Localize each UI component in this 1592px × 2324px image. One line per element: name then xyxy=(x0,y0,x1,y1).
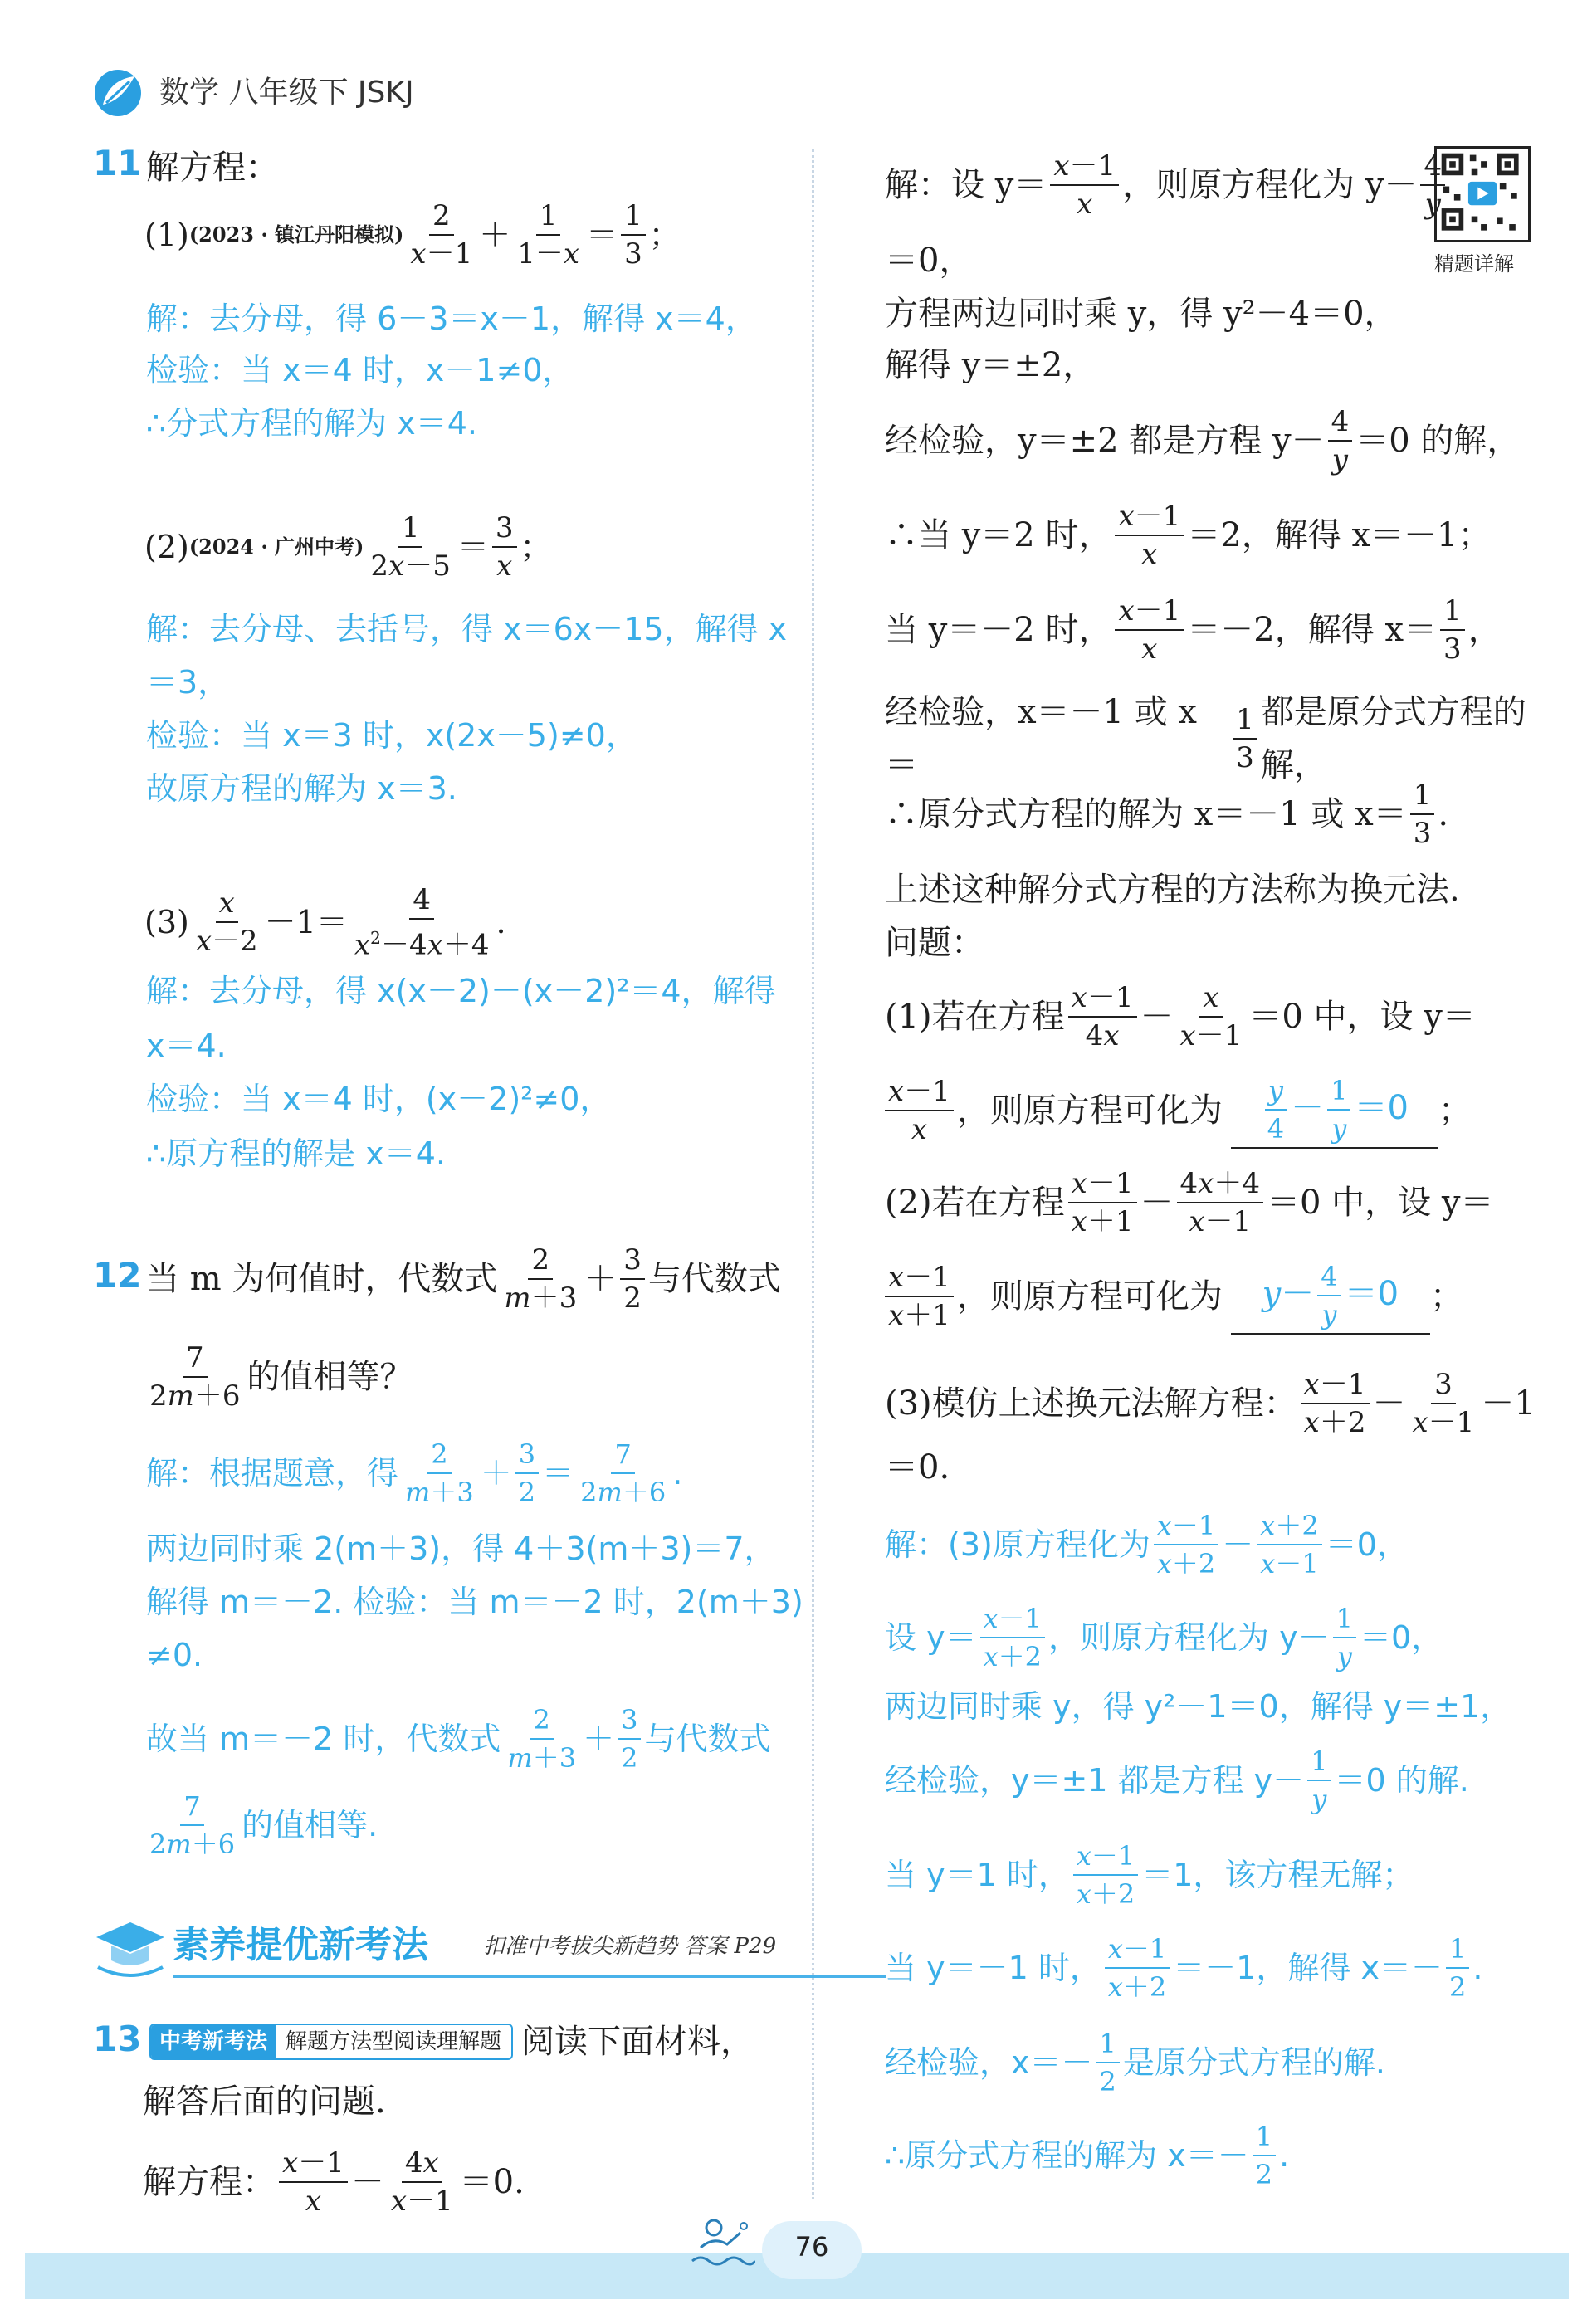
q13-q3-line2: ＝0. xyxy=(885,1448,950,1487)
q13-q2c: ，则原方程可化为 xyxy=(956,1277,1223,1316)
q13-r5: 经检验，y＝±2 都是方程 y－ $\frac{4}{y}$ ＝0 的解， xyxy=(885,405,1521,476)
q13-r1a: 解：设 y＝ xyxy=(885,166,1047,204)
q13-eq-label: 解方程： xyxy=(143,2163,276,2201)
q12-stem-c: 的值相等？ xyxy=(247,1358,413,1396)
q13-r8b: 都是原分式方程的解， xyxy=(1260,693,1526,784)
q13-r8a: 经检验，x＝－1 或 x＝ xyxy=(885,693,1197,784)
page-number: 76 xyxy=(794,2231,829,2263)
q13-r5b: ＝0 的解， xyxy=(1355,422,1521,460)
q13-ans3: 两边同时乘 y，得 y²－1＝0，解得 y＝±1， xyxy=(885,1688,1512,1725)
q12-solution-line1: 解：根据题意，得 $\frac{2}{m+3}$ ＋ $\frac{3}{2}$ ＝ $\frac{7}{2m+6}$ . xyxy=(146,1436,682,1511)
q13-q2-answer-blank: y－ $\frac{4}{y}$ ＝0 xyxy=(1231,1258,1430,1335)
q13-r9: ∴原分式方程的解为 x＝－1 或 x＝ $\frac{1}{3}$ . xyxy=(885,779,1449,850)
q12-stem-b: 与代数式 xyxy=(647,1260,781,1298)
q13-tag-type: 解题方法型阅读理解题 xyxy=(276,2025,511,2058)
q13-r7b: ＝－2，解得 x＝ xyxy=(1187,611,1438,649)
q13-r8: 经检验，x＝－1 或 x＝ $\frac{1}{3}$ 都是原分式方程的解， xyxy=(885,686,1592,792)
q13-r6b: ＝2，解得 x＝－1； xyxy=(1187,516,1492,554)
q13-q2-line1: (2)若在方程 $\frac{x-1}{x+1}$ － $\frac{4x+4}{x-1}$ ＝0 中，设 y＝ xyxy=(885,1167,1494,1238)
q13-r6a: ∴当 y＝2 时， xyxy=(885,516,1112,554)
q13-q1b: ＝0 中，设 y＝ xyxy=(1248,998,1476,1036)
q13-r10: 上述这种解分式方程的方法称为换元法. xyxy=(885,871,1460,909)
q11-part3-step3: 检验：当 x＝4 时，(x－2)²≠0， xyxy=(146,1081,612,1117)
question-12-number: 12 xyxy=(93,1255,142,1296)
q12-step1: 解：根据题意，得 xyxy=(146,1455,399,1492)
q13-ans4a: 经检验，y＝±1 都是方程 y－ xyxy=(885,1762,1305,1799)
q13-ans5: 当 y＝1 时， $\frac{x-1}{x+2}$ ＝1，该方程无解； xyxy=(885,1838,1414,1912)
q13-r6: ∴当 y＝2 时， $\frac{x-1}{x}$ ＝2，解得 x＝－1； xyxy=(885,500,1492,571)
q11-part2-step1: 解：去分母、去括号，得 x＝6x－15，解得 x xyxy=(146,611,788,647)
q11-part3-step2: x＝4. xyxy=(146,1028,227,1064)
q13-ans1b: ＝0， xyxy=(1325,1526,1409,1563)
q11-part2-step2: ＝3， xyxy=(146,664,230,701)
q13-q2-line2: $\frac{x-1}{x+1}$ ，则原方程可化为 y－ $\frac{4}{y}$ ＝0 ； xyxy=(881,1258,1463,1335)
leaf-logo-icon xyxy=(93,68,143,118)
q13-r1: 解：设 y＝ $\frac{x-1}{x}$ ，则原方程化为 y－ $\frac{4}{y}$ xyxy=(885,148,1448,222)
q13-ans6: 当 y＝－1 时， $\frac{x-1}{x+2}$ ＝－1，解得 x＝－ $\frac{1}{2}$ . xyxy=(885,1931,1482,2005)
q13-q2b: ＝0 中，设 y＝ xyxy=(1266,1184,1494,1222)
q13-ans7: 经检验，x＝－ $\frac{1}{2}$ 是原分式方程的解. xyxy=(885,2025,1385,2100)
q11-part3-step1: 解：去分母，得 x(x－2)－(x－2)²＝4，解得 xyxy=(146,973,776,1009)
q13-ans2b: ，则原方程化为 y－ xyxy=(1048,1619,1330,1656)
q13-q1-line1: (1)若在方程 $\frac{x-1}{4x}$ － $\frac{x}{x-1}$ ＝0 中，设 y＝ xyxy=(885,981,1476,1052)
q13-q3a: (3)模仿上述换元法解方程： xyxy=(885,1384,1297,1423)
q13-q1c: ，则原方程可化为 xyxy=(956,1091,1223,1130)
q13-q1a: (1)若在方程 xyxy=(885,998,1065,1036)
q12-step5b: 与代数式 xyxy=(644,1721,771,1757)
q13-ans5a: 当 y＝1 时， xyxy=(885,1857,1070,1893)
q13-ans1: 解：(3)原方程化为 $\frac{x-1}{x+2}$ － $\frac{x+2}{x-1}$ ＝0， xyxy=(885,1507,1409,1582)
q12-solution-line6: $\frac{7}{2m+6}$ 的值相等. xyxy=(143,1788,378,1863)
q13-stem-line1 xyxy=(149,2015,754,2068)
question-11-stem: 解方程： xyxy=(146,149,279,187)
q12-stem-line1: 当 m 为何值时，代数式 $\frac{2}{m+3}$ ＋ $\frac{3}{2}$ 与代数式 xyxy=(146,1243,781,1315)
q12-solution-line5: 故当 m＝－2 时，代数式 $\frac{2}{m+3}$ ＋ $\frac{3}{2}$ 与代数式 xyxy=(146,1702,770,1776)
q11-part2-source: (2024 · 广州中考) xyxy=(188,535,364,559)
q13-ans2: 设 y＝ $\frac{x-1}{x+2}$ ，则原方程化为 y－ $\frac{1}{y}$ ＝0， xyxy=(885,1600,1443,1675)
qr-code-icon[interactable] xyxy=(1434,146,1531,242)
q12-step6: 的值相等. xyxy=(242,1807,378,1843)
question-11-number: 11 xyxy=(93,143,142,183)
q11-part2-step4: 故原方程的解为 x＝3. xyxy=(146,770,457,807)
q13-ans7b: 是原分式方程的解. xyxy=(1122,2044,1385,2081)
q11-part3-step4: ∴原方程的解是 x＝4. xyxy=(146,1135,447,1172)
q11-part1-step2: 检验：当 x＝4 时，x－1≠0， xyxy=(146,352,574,388)
q13-r3: 方程两边同时乘 y，得 y²－4＝0， xyxy=(885,295,1398,333)
q11-part2-equation: (2) (2024 · 广州中考) $\frac{1}{2x-5}$ ＝ $\frac{3}{x}$ ； xyxy=(144,511,552,583)
q13-q3b: －1 xyxy=(1481,1384,1536,1423)
q13-q3-line1: (3)模仿上述换元法解方程： $\frac{x-1}{x+2}$ － $\frac{3}{x-1}$ －1 xyxy=(885,1368,1536,1439)
header-title: 数学 八年级下 JSKJ xyxy=(159,76,414,110)
q13-ans6a: 当 y＝－1 时， xyxy=(885,1950,1101,1986)
q13-ans4b: ＝0 的解. xyxy=(1334,1762,1469,1799)
q13-r4: 解得 y＝±2， xyxy=(885,346,1096,384)
q13-r5a: 经检验，y＝±2 都是方程 y－ xyxy=(885,422,1325,460)
q13-example-equation: 解方程： $\frac{x-1}{x}$ － $\frac{4x}{x-1}$ ＝0. xyxy=(143,2146,525,2218)
q13-ans5b: ＝1，该方程无解； xyxy=(1141,1857,1414,1893)
q12-step4: ≠0. xyxy=(146,1637,203,1673)
q12-stem-a: 当 m 为何值时，代数式 xyxy=(146,1260,498,1298)
q12-stem-line2: $\frac{7}{2m+6}$ 的值相等？ xyxy=(149,1341,413,1413)
graduation-cap-icon xyxy=(93,1917,168,1982)
section-banner xyxy=(93,1914,798,1985)
q13-r7a: 当 y＝－2 时， xyxy=(885,611,1112,649)
q13-ans2c: ＝0， xyxy=(1359,1619,1443,1656)
q13-r9-text: ∴原分式方程的解为 x＝－1 或 x＝ xyxy=(885,795,1407,833)
section-title: 素养提优新考法 xyxy=(173,1924,428,1966)
q13-ans1a: 解：(3)原方程化为 xyxy=(885,1526,1150,1563)
q13-q1-answer-blank: $\frac{y}{4}$ － $\frac{1}{y}$ ＝0 xyxy=(1231,1072,1438,1149)
q11-part1-step3: ∴分式方程的解为 x＝4. xyxy=(146,405,478,442)
q13-ans2a: 设 y＝ xyxy=(885,1619,977,1656)
q13-q1-line2: $\frac{x-1}{x}$ ，则原方程可化为 $\frac{y}{4}$ － $\frac{1}{y}$ ＝0 ； xyxy=(881,1072,1472,1149)
question-13-number: 13 xyxy=(93,2019,142,2059)
q13-ans8: ∴原分式方程的解为 x＝－ $\frac{1}{2}$ . xyxy=(885,2118,1289,2193)
q12-step2: 两边同时乘 2(m＋3)，得 4＋3(m＋3)＝7， xyxy=(146,1531,776,1567)
q13-r7: 当 y＝－2 时， $\frac{x-1}{x}$ ＝－2，解得 x＝ $\frac{1}{3}$ ， xyxy=(885,594,1502,666)
q11-part2-label: (2) xyxy=(144,529,189,565)
section-subtitle: 扣准中考拔尖新趋势 答案 P29 xyxy=(483,1934,777,1959)
q13-r2: ＝0， xyxy=(885,242,973,280)
q13-stem: 阅读下面材料， xyxy=(521,2023,754,2061)
q11-part3-equation: (3) $\frac{x}{x-2}$ －1＝ $\frac{4}{x^2-4x+4}$ . xyxy=(144,883,506,962)
q13-r1b: ，则原方程化为 y－ xyxy=(1122,166,1418,204)
q13-ans7a: 经检验，x＝－ xyxy=(885,2044,1093,2081)
q11-part1-equation: (1) (2023 · 镇江丹阳模拟) $\frac{2}{x-1}$ ＋ $\frac{1}{1-x}$ ＝ $\frac{1}{3}$ ； xyxy=(144,199,681,271)
q13-r11: 问题： xyxy=(885,924,984,962)
qr-caption: 精题详解 xyxy=(1434,252,1514,276)
q11-part1-source: (2023 · 镇江丹阳模拟) xyxy=(188,222,404,247)
swimmer-icon xyxy=(689,2214,755,2273)
q11-part2-step3: 检验：当 x＝3 时，x(2x－5)≠0， xyxy=(146,717,637,754)
q13-ans6b: ＝－1，解得 x＝－ xyxy=(1173,1950,1443,1986)
q13-ans4: 经检验，y＝±1 都是方程 y－ $\frac{1}{y}$ ＝0 的解. xyxy=(885,1743,1469,1818)
q12-step5a: 故当 m＝－2 时，代数式 xyxy=(146,1721,501,1757)
q11-part1-step1: 解：去分母，得 6－3＝x－1，解得 x＝4， xyxy=(146,300,757,337)
q13-tag-new: 中考新考法 xyxy=(151,2025,276,2058)
q13-tag xyxy=(149,2024,513,2060)
q13-ans8-text: ∴原分式方程的解为 x＝－ xyxy=(885,2137,1249,2174)
q11-part3-label: (3) xyxy=(144,904,189,941)
q13-q2a: (2)若在方程 xyxy=(885,1184,1065,1222)
section-underline xyxy=(173,1975,886,1978)
q12-step3: 解得 m＝－2. 检验：当 m＝－2 时，2(m＋3) xyxy=(146,1584,803,1620)
q11-part1-label: (1) xyxy=(144,217,189,253)
column-divider xyxy=(812,149,814,2200)
q13-stem-line2: 解答后面的问题. xyxy=(143,2082,386,2121)
